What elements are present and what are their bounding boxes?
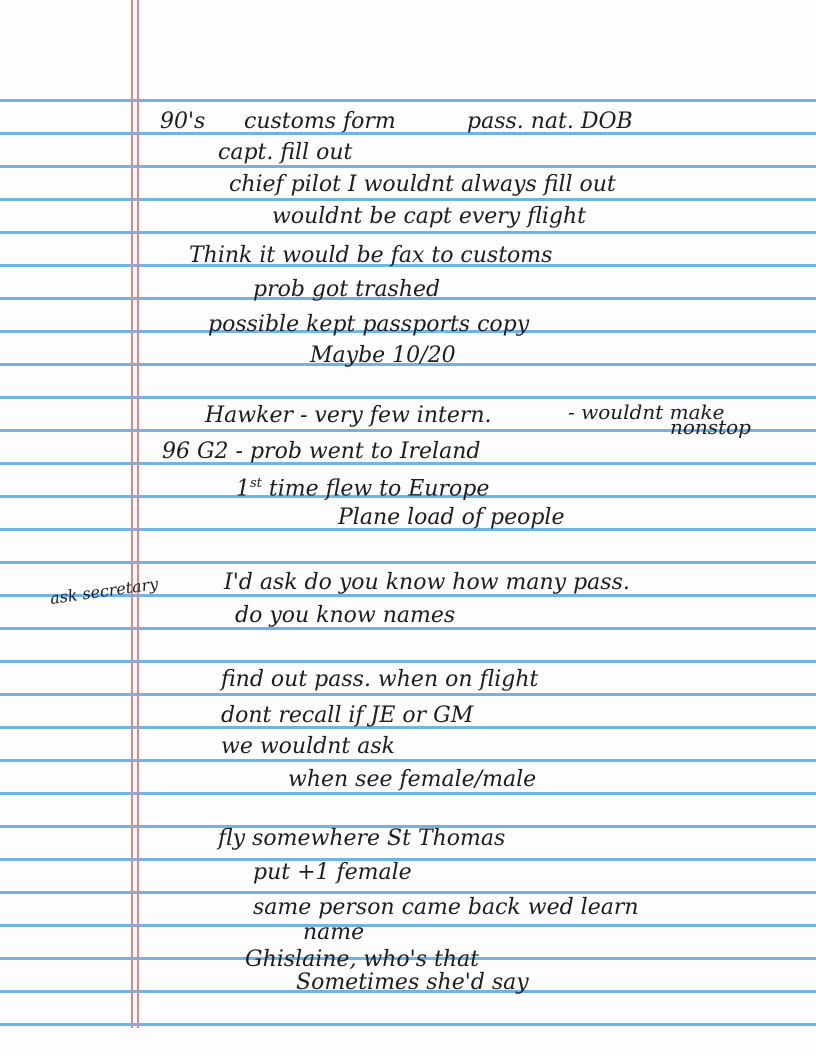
note-line: put +1 female [253,860,412,885]
note-line: chief pilot I wouldnt always fill out [229,172,616,197]
note-line: Think it would be fax to customs [189,243,553,268]
rule-line [0,924,816,927]
note-line: - wouldnt make [568,400,725,424]
note-line [236,471,489,502]
note-line: Plane load of people [338,505,565,530]
note-line: customs form [244,109,396,134]
note-line: Ghislaine, who's that [245,947,479,972]
note-fragment: 1 [236,476,250,502]
note-line: Maybe 10/20 [310,343,456,368]
note-line: nonstop [670,415,751,439]
note-line: Hawker - very few intern. [205,403,492,428]
note-fragment: time flew to Europe [261,476,490,502]
margin-line [131,0,133,1028]
rule-line [0,891,816,894]
rule-line [0,132,816,135]
note-line: we wouldnt ask [221,734,395,759]
note-line: name [303,920,365,945]
note-line: dont recall if JE or GM [221,703,474,728]
margin-line [137,0,139,1028]
note-line: I'd ask do you know how many pass. [224,570,630,595]
note-line: prob got trashed [253,277,441,302]
rule-line [0,99,816,102]
margin-note: ask secretary [48,574,160,609]
note-line: 90's [160,109,206,134]
rule-line [0,1023,816,1026]
note-line: when see female/male [288,767,537,792]
rule-line [0,561,816,564]
rule-line [0,660,816,663]
note-line: Sometimes she'd say [296,970,529,995]
note-line: wouldnt be capt every flight [272,204,587,229]
rule-line [0,693,816,696]
note-line: find out pass. when on flight [221,667,539,692]
note-line: 96 G2 - prob went to Ireland [162,439,481,464]
rule-line [0,165,816,168]
note-line: possible kept passports copy [208,312,530,337]
rule-line [0,231,816,234]
rule-line [0,198,816,201]
rule-line [0,759,816,762]
note-line: pass. nat. DOB [467,109,633,134]
ordinal-suffix: st [250,476,262,491]
note-line: fly somewhere St Thomas [218,826,506,851]
note-line: do you know names [235,603,456,628]
note-line: capt. fill out [218,140,353,165]
note-line: same person came back wed learn [253,895,639,920]
